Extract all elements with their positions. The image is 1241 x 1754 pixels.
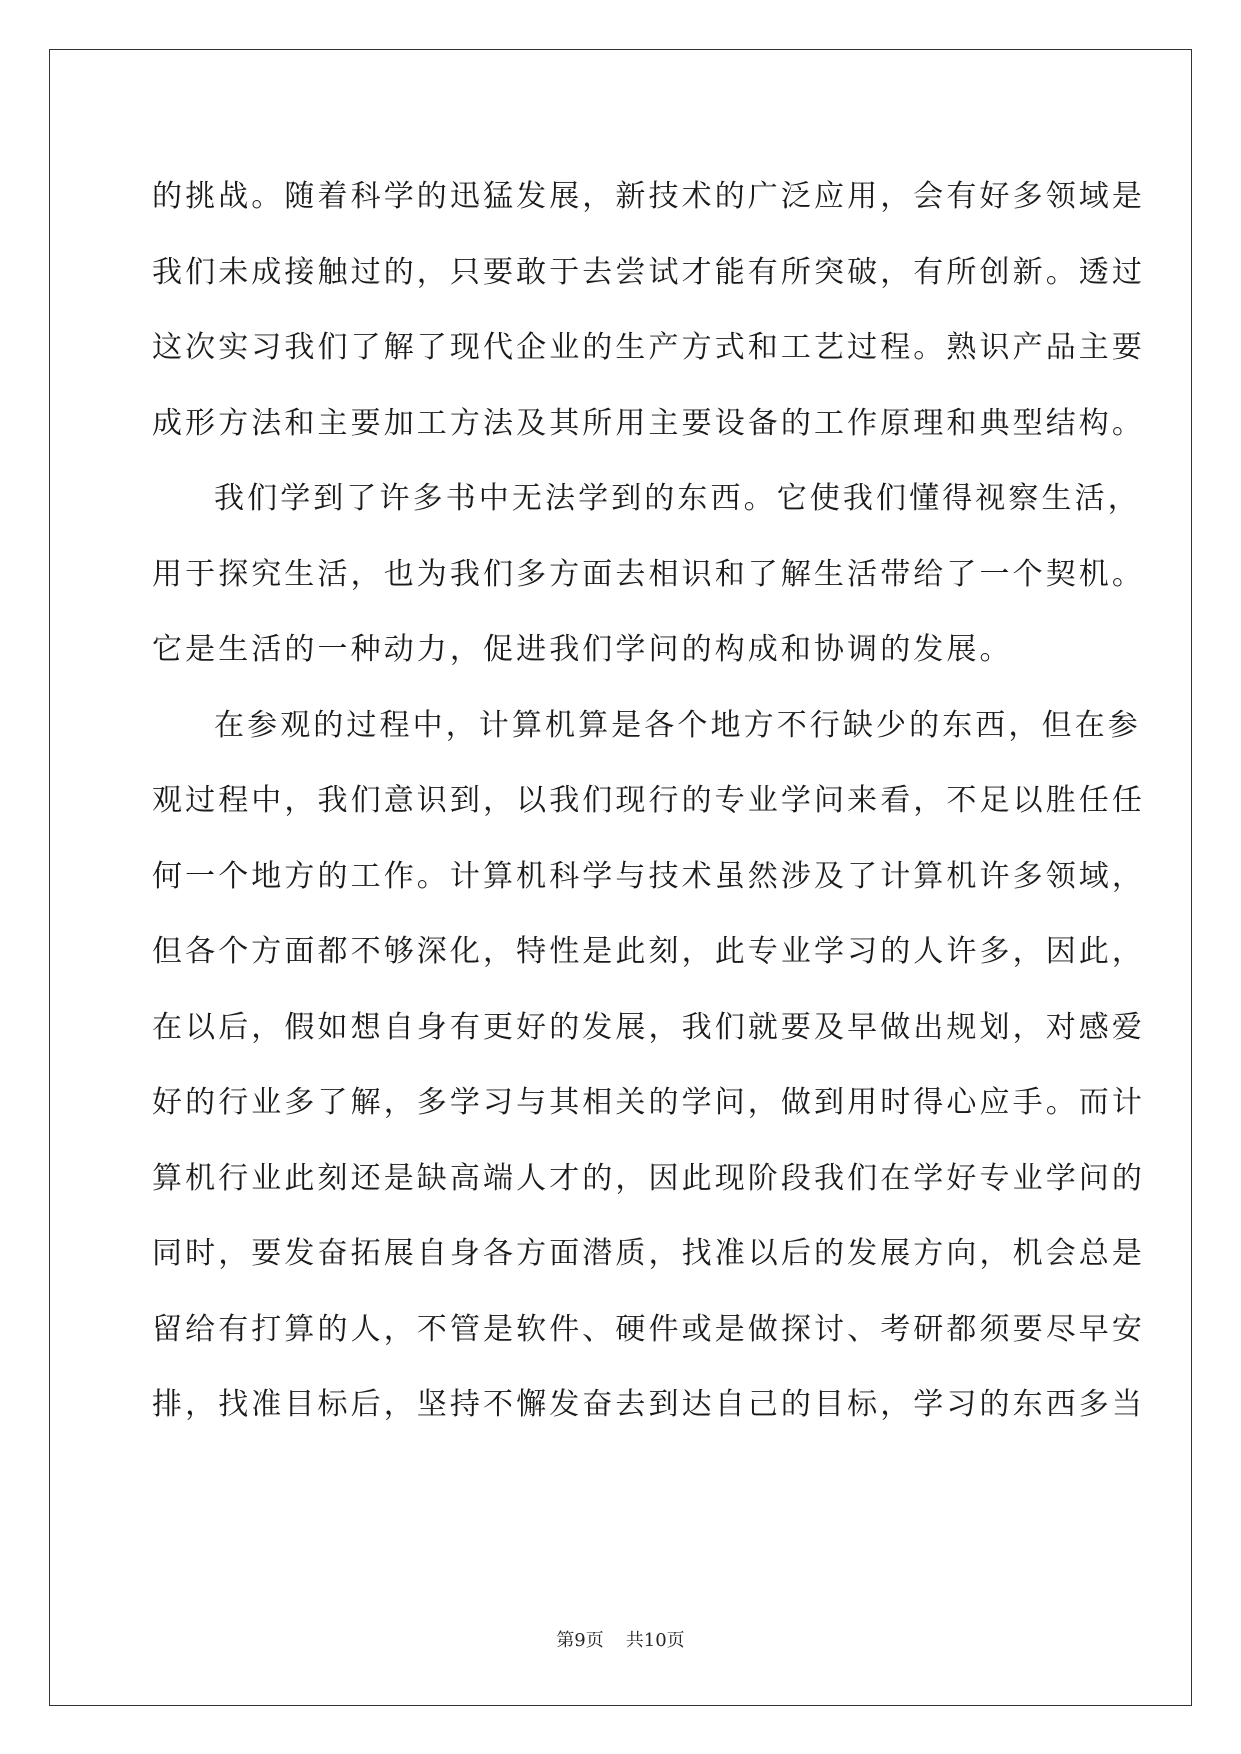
text-line: 何一个地方的工作。计算机科学与技术虽然涉及了计算机许多领域， [152,858,1145,894]
text-line: 排，找准目标后，坚持不懈发奋去到达自己的目标，学习的东西多当 [152,1387,1145,1422]
paragraph-first-line: 在参观的过程中，计算机算是各个地方不行缺少的东西，但在参 [214,707,1141,743]
text-line: 留给有打算的人，不管是软件、硬件或是做探讨、考研都须要尽早安 [152,1311,1145,1347]
text-line: 算机行业此刻还是缺高端人才的，因此现阶段我们在学好专业学问的 [152,1160,1145,1196]
text-line: 在以后，假如想自身有更好的发展，我们就要及早做出规划，对感爱 [152,1009,1145,1045]
page-total: 共10页 [625,1630,685,1651]
text-line: 但各个方面都不够深化，特性是此刻，此专业学习的人许多，因此， [152,934,1145,969]
text-line: 用于探究生活，也为我们多方面去相识和了解生活带给了一个契机。 [152,556,1145,592]
text-line: 好的行业多了解，多学习与其相关的学问，做到用时得心应手。而计 [152,1085,1145,1120]
text-line: 它是生活的一种动力，促进我们学问的构成和协调的发展。 [152,632,1013,667]
page-number: 第9页 [556,1630,604,1651]
text-line: 这次实习我们了解了现代企业的生产方式和工艺过程。熟识产品主要 [152,330,1145,365]
document-body [152,159,1145,1443]
text-line: 成形方法和主要加工方法及其所用主要设备的工作原理和典型结构。 [152,405,1145,441]
text-line: 的挑战。随着科学的迅猛发展，新技术的广泛应用，会有好多领域是 [152,179,1145,214]
text-line: 我们未成接触过的，只要敢于去尝试才能有所突破，有所创新。透过 [152,254,1145,290]
paragraph-first-line: 我们学到了许多书中无法学到的东西。它使我们懂得视察生活， [214,481,1141,516]
page-footer [0,1626,1241,1652]
text-line: 观过程中，我们意识到，以我们现行的专业学问来看，不足以胜任任 [152,783,1145,818]
text-line: 同时，要发奋拓展自身各方面潜质，找准以后的发展方向，机会总是 [152,1236,1145,1271]
